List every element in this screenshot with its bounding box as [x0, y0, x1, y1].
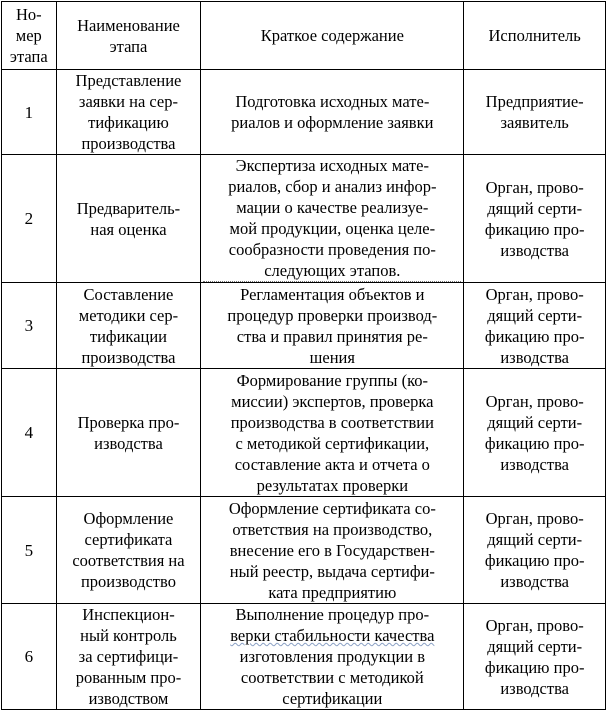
- text-line: ответствия на производство,: [232, 519, 433, 539]
- text-line: дящий серти-: [487, 198, 583, 218]
- text-line: следующих этапов.: [203, 260, 461, 282]
- text-line: фикацию про-: [484, 326, 585, 346]
- text-line: дящий серти-: [487, 412, 583, 432]
- certification-stages-table: [1, 1, 606, 710]
- text-line: производства: [81, 134, 176, 153]
- text-line: Выполнение процедур про-: [235, 605, 430, 624]
- text-line: дящий серти-: [487, 530, 583, 549]
- stage-content: [201, 155, 464, 283]
- text-line: производства в соответствии: [230, 412, 434, 432]
- table-row: [2, 70, 606, 155]
- text-line: изводством: [88, 689, 169, 708]
- header-row: [2, 2, 606, 70]
- text-line: внесение его в Государствен-: [229, 540, 435, 560]
- stage-executor: [464, 283, 606, 369]
- text-line: Инспекцион-: [82, 605, 175, 624]
- text-line: ства и правил принятия ре-: [236, 326, 428, 346]
- stage-name: [56, 497, 201, 604]
- text-line: процедур проверки производ-: [227, 305, 438, 325]
- text-line: Экспертиза исходных мате-: [235, 156, 429, 175]
- text-line: мации о качестве реализуе-: [236, 198, 429, 217]
- header-executor: Исполнитель: [464, 2, 606, 70]
- table-row: [2, 604, 606, 710]
- text-line: изводства: [500, 572, 569, 591]
- text-line: миссии) экспертов, проверка: [231, 391, 434, 411]
- text-line: Орган, прово-: [485, 391, 584, 411]
- text-line: Орган, прово-: [485, 615, 584, 635]
- text-line: изводства: [500, 240, 569, 260]
- text-line: тификацию: [88, 113, 169, 132]
- text-line: тификации: [89, 326, 168, 346]
- stage-number: 6: [2, 604, 57, 710]
- stage-number: 2: [2, 155, 57, 283]
- text-line: фикацию про-: [484, 551, 585, 570]
- stage-executor: [464, 369, 606, 497]
- text-line: Оформление сертификата со-: [228, 498, 436, 518]
- text-line: Формирование группы (ко-: [236, 370, 429, 390]
- stage-number: 1: [2, 70, 57, 155]
- header-name-line: Наименование: [77, 15, 180, 35]
- stage-content: [201, 70, 464, 155]
- text-line: шения: [309, 347, 355, 367]
- text-line: изводства: [500, 454, 569, 474]
- text-line: Регламентация объектов и: [240, 284, 425, 304]
- text-line: [203, 625, 461, 646]
- stage-executor: [464, 155, 606, 283]
- stage-content: [201, 497, 464, 604]
- text-line: дящий серти-: [487, 305, 583, 325]
- stage-executor: [464, 497, 606, 604]
- stage-name: [56, 283, 201, 369]
- text-line: дящий серти-: [487, 636, 583, 656]
- table-row: [2, 369, 606, 497]
- text-line: производства: [81, 347, 176, 367]
- header-name: [56, 2, 201, 70]
- table-row: [2, 283, 606, 369]
- text-line: рованным про-: [75, 668, 182, 687]
- text-line: производство: [80, 572, 176, 591]
- header-name-line: этапа: [109, 36, 148, 56]
- header-number-line: мер: [15, 26, 42, 45]
- text-line: Орган, прово-: [485, 177, 584, 197]
- text-line: мой продукции, оценка целе-: [229, 219, 436, 238]
- text-line: заявки на сер-: [78, 92, 178, 111]
- text-line: Проверка про-: [77, 412, 180, 432]
- text-line: с методикой сертификации,: [235, 433, 430, 453]
- text-line: Предприятие-: [485, 92, 584, 111]
- text-line: соответствия на: [72, 551, 185, 570]
- text-line: Подготовка исходных мате-: [235, 92, 430, 111]
- header-number: [2, 2, 57, 70]
- text-line: риалов и оформление заявки: [231, 113, 434, 132]
- text-line: ная оценка: [90, 219, 167, 239]
- text-line: фикацию про-: [484, 433, 585, 453]
- stage-content: [201, 604, 464, 710]
- text-line: Орган, прово-: [485, 509, 584, 528]
- table-row: [2, 497, 606, 604]
- table-row: [2, 155, 606, 283]
- text-line: ный реестр, выдача сертифи-: [229, 561, 435, 581]
- stage-number: 4: [2, 369, 57, 497]
- text-line: изводства: [500, 678, 569, 698]
- text-line: риалов, сбор и анализ инфор-: [228, 177, 437, 196]
- text-line: соответствии с методикой: [240, 668, 424, 687]
- text-line: методики сер-: [78, 305, 179, 325]
- text-line: сообразности проведения по-: [228, 240, 436, 259]
- text-line: Орган, прово-: [485, 284, 584, 304]
- text-line: Оформление: [83, 509, 174, 528]
- stage-executor: [464, 70, 606, 155]
- stage-name: [56, 369, 201, 497]
- stage-content: [201, 283, 464, 369]
- text-line: сертификации: [282, 689, 383, 708]
- stage-name: [56, 70, 201, 155]
- text-line: фикацию про-: [484, 657, 585, 677]
- text-line: за сертифици-: [78, 647, 179, 666]
- text-line: ный контроль: [80, 626, 177, 645]
- text-line: Составление: [83, 284, 174, 304]
- header-content: Краткое содержание: [201, 2, 464, 70]
- text-line: изготовления продукции в: [239, 647, 426, 666]
- text-line: результатах проверки: [256, 475, 409, 495]
- spellcheck-underlined-text: верки стабильности качества: [230, 626, 435, 645]
- text-line: изводства: [500, 347, 569, 367]
- text-line: сертификата: [84, 530, 173, 549]
- text-line: изводства: [94, 433, 163, 453]
- header-number-line: этапа: [9, 47, 48, 66]
- stage-executor: [464, 604, 606, 710]
- header-number-line: Но-: [15, 5, 42, 24]
- stage-number: 3: [2, 283, 57, 369]
- stage-number: 5: [2, 497, 57, 604]
- text-line: Представление: [75, 71, 182, 90]
- text-line: ката предприятию: [268, 582, 397, 602]
- stage-content: [201, 369, 464, 497]
- text-line: заявитель: [500, 113, 569, 132]
- text-line: Предваритель-: [76, 198, 181, 218]
- stage-name: [56, 604, 201, 710]
- text-line: фикацию про-: [484, 219, 585, 239]
- text-line: составление акта и отчета о: [234, 454, 430, 474]
- stage-name: [56, 155, 201, 283]
